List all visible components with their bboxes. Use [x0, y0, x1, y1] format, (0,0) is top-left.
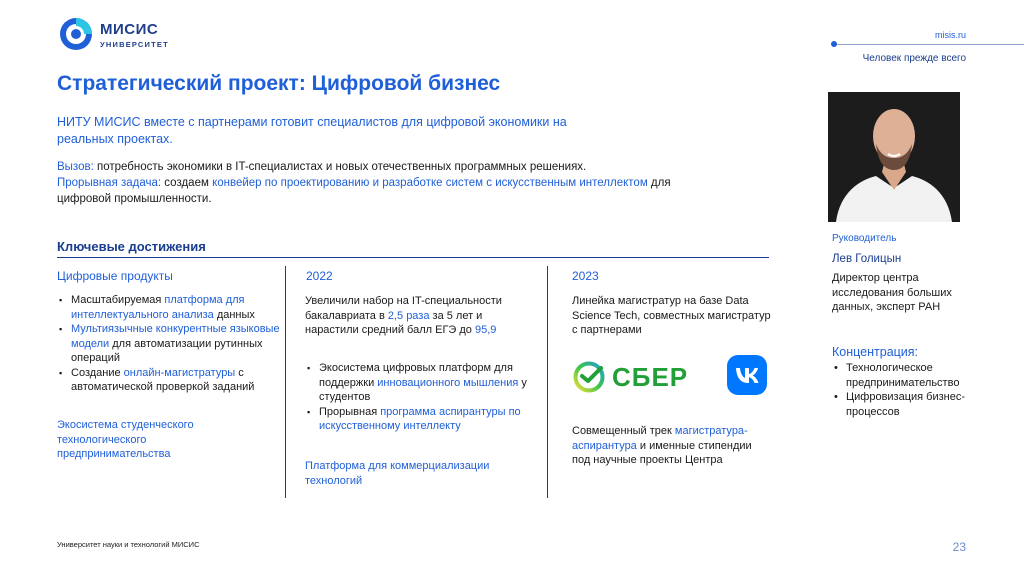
leader-role: Руководитель — [832, 233, 897, 244]
col1-bullets — [57, 293, 282, 395]
vk-logo — [727, 355, 767, 395]
col3-paragraph-2: Совмещенный трек магистратура-аспирантура и именные стипендии под научные проекты Центра — [572, 425, 752, 466]
list-item: ▪ Масштабируемая платформа для интеллектуального анализа данных — [57, 293, 282, 322]
concentration-list — [832, 361, 992, 419]
achievements-title: Ключевые достижения — [57, 239, 206, 254]
motto: Человек прежде всего — [862, 53, 966, 64]
logo-title: МИСИС — [100, 21, 159, 38]
challenge-text: потребность экономики в IT-специалистах и новых отечественных программных решениях. — [93, 161, 587, 173]
header-rule-dot — [831, 41, 837, 47]
task-link: конвейер по проектированию и разработке систем с искусственным интеллектом — [212, 177, 648, 189]
col1-heading: Цифровые продукты — [57, 269, 173, 283]
col1-footer: Экосистема студенческого технологического предпринимательства — [57, 419, 194, 460]
header-rule — [834, 44, 1024, 45]
list-item: ▪ Прорывная программа аспирантуры по искусственному интеллекту — [305, 405, 541, 434]
challenge-label: Вызов: — [57, 161, 94, 173]
sber-logo — [572, 358, 700, 394]
task-label: Прорывная задача: — [57, 177, 162, 189]
page-title: Стратегический проект: Цифровой бизнес — [57, 72, 501, 95]
col3-paragraph: Линейка магистратур на базе Data Science Tech, совместных магистратур с партнерами — [572, 295, 771, 336]
list-item: ▪ Экосистема цифровых платформ для поддержки инновационного мышления у студентов — [305, 361, 541, 405]
vk-logo-icon — [727, 355, 767, 395]
col2-bullets — [305, 361, 541, 434]
col2-heading: 2022 — [306, 269, 333, 283]
col2-footer: Платформа для коммерциализации технологий — [305, 460, 490, 487]
task-text-2: для цифровой промышленности. — [57, 177, 671, 205]
leader-description: Директор центра исследования больших данных, эксперт РАН — [832, 272, 952, 313]
list-item: ▪ Мультиязычные конкурентные языковые модели для автоматизации рутинных операций — [57, 322, 282, 366]
concentration-label: Концентрация: — [832, 345, 919, 359]
task-text-1: создаем — [161, 177, 213, 189]
list-item: ▪ Создание онлайн-магистратуры с автоматической проверкой заданий — [57, 366, 282, 395]
misis-logo-icon — [58, 16, 94, 52]
list-item: • Цифровизация бизнес-процессов — [832, 390, 992, 419]
list-item: • Технологическое предпринимательство — [832, 361, 992, 390]
logo-subtitle: УНИВЕРСИТЕТ — [100, 40, 169, 49]
leader-portrait-image — [828, 92, 960, 222]
lead-text: НИТУ МИСИС вместе с партнерами готовит специалистов для цифровой экономики на реальных проектах. — [57, 115, 567, 146]
page-number: 23 — [952, 540, 966, 554]
col2-paragraph: Увеличили набор на IT-специальности бакалавриата в 2,5 раза за 5 лет и нарастили средний балл ЕГЭ до 95,9 — [305, 295, 502, 336]
column-divider-1 — [285, 266, 286, 498]
column-divider-2 — [547, 266, 548, 498]
leader-name: Лев Голицын — [832, 253, 902, 265]
sber-logo-icon — [572, 360, 606, 394]
misis-logo — [58, 16, 168, 58]
footer-university: Университет науки и технологий МИСИС — [57, 540, 200, 549]
achievements-rule — [57, 257, 769, 258]
site-link[interactable]: misis.ru — [935, 30, 966, 40]
intro-paragraph — [57, 159, 677, 207]
sber-logo-text: СБЕР — [612, 362, 689, 392]
leader-photo — [828, 92, 960, 222]
col3-heading: 2023 — [572, 269, 599, 283]
